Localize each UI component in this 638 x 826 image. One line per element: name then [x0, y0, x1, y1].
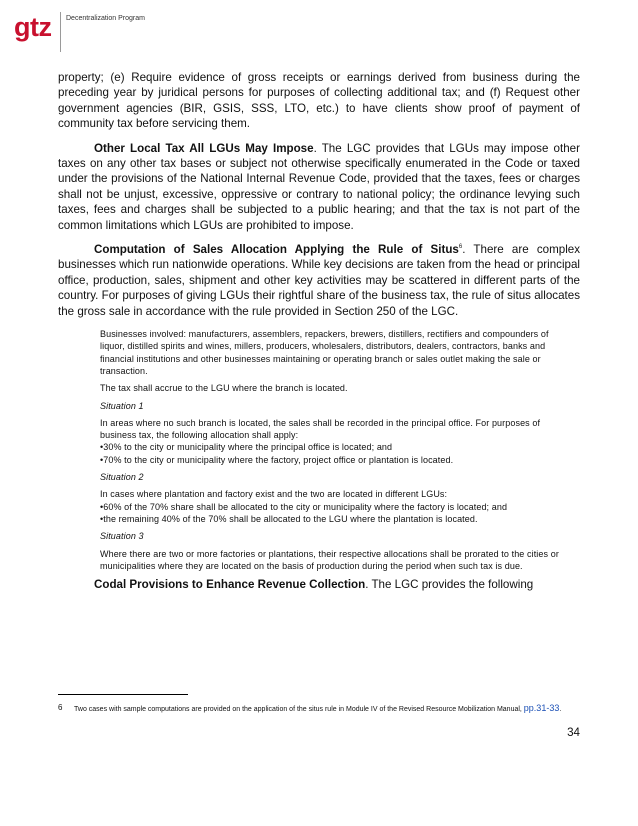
gtz-logo: gtz — [14, 12, 52, 42]
situation-2-body — [100, 488, 560, 525]
footnote — [58, 702, 580, 716]
heading-codal-provisions: Codal Provisions to Enhance Revenue Collection — [94, 578, 366, 592]
page-number: 34 — [567, 726, 580, 739]
text-rule-of-situs: . There are complex businesses which run nationwide operations. While key decisions are taken from the head or principal office, production, sales, shipment and other key activities may be scattered in different parts of the country. For purposes of giving LGUs their rightful share of the business tax, the rule of situs allocates the gross sale in accordance with the rule provided in Section 250 of the LGC. — [58, 243, 581, 318]
tax-accrual: The tax shall accrue to the LGU where the branch is located. — [100, 383, 348, 394]
program-name: Decentralization Program — [66, 15, 145, 22]
paragraph-other-local-tax — [58, 141, 580, 233]
footnote-ref[interactable]: 6 — [458, 244, 463, 251]
situation-2-bullet-2: •the remaining 40% of the 70% shall be allocated to the LGU where the plantation is located. — [100, 513, 478, 524]
footnote-divider — [58, 694, 188, 695]
situation-2-bullet-1: •60% of the 70% share shall be allocated to the city or municipality where the factory is located; and — [100, 501, 508, 512]
document-header — [14, 8, 214, 52]
footnote-end: . — [559, 706, 562, 713]
paragraph-community-tax: property; (e) Require evidence of gross receipts or earnings derived from business during the preceding year by juridical persons for purposes of collecting additional tax; and (f) Request other government agencies (BIR, GSIS, SSS, LTO, etc.) to have clients show proof of payment of community tax before servicing them. — [58, 71, 580, 131]
footnote-body — [74, 702, 580, 716]
situation-1-bullet-1: •30% to the city or municipality where the principal office is located; and — [100, 442, 393, 453]
document-body — [58, 70, 580, 602]
logo-divider — [60, 12, 61, 52]
businesses-involved: Businesses involved: manufacturers, assemblers, repackers, brewers, distillers, rectifiers and compounders of liquor, distilled spirits and wines, millers, producers, wholesalers, distributors, dealers, contractors, banks and financial institutions and other businesses maintaining or operating branch or sales outlet making the sale or transaction. — [100, 329, 549, 376]
situation-1-title: Situation 1 — [100, 400, 144, 411]
heading-rule-of-situs: Computation of Sales Allocation Applying the Rule of Situs — [94, 243, 459, 257]
paragraph-codal-provisions — [58, 577, 580, 592]
text-codal-provisions: . The LGC provides the following — [365, 578, 534, 592]
footnote-text: Two cases with sample computations are provided on the application of the situs rule in Module IV of the Revised Resource Mobilization Manual, — [74, 706, 524, 713]
situation-3-text: Where there are two or more factories or plantations, their respective allocations shall be prorated to the cities or municipalities where they are located on the basis of production during the period when such tax is due. — [100, 548, 559, 571]
situation-1-text: In areas where no such branch is located, the sales shall be recorded in the principal office. For purposes of business tax, the following allocation shall apply: — [100, 417, 541, 441]
footnote-page-link[interactable]: pp.31-33 — [523, 703, 560, 713]
text-other-local-tax: . The LGC provides that LGUs may impose other taxes on any other tax bases or subject not otherwise specifically enumerated in the Code or taxed under the provisions of the National Internal Revenue Code, provided that the taxes, fees or charges shall not be unjust, excessive, oppressive or contrary to national policy; the ordinance levying such taxes, fees and charges shall be subjected to a public hearing; and that the tax is not part of the common limitations which LGUs are prohibited to impose. — [58, 141, 580, 232]
footnote-number: 6 — [58, 703, 63, 712]
situs-rules-box — [100, 328, 560, 572]
heading-other-local-tax: Other Local Tax All LGUs May Impose — [94, 141, 314, 155]
situation-2-title: Situation 2 — [100, 472, 144, 483]
paragraph-rule-of-situs — [58, 242, 580, 319]
situation-1-bullet-2: •70% to the city or municipality where the factory, project office or plantation is located. — [100, 454, 454, 465]
situation-2-text: In cases where plantation and factory exist and the two are located in different LGUs: — [100, 489, 448, 500]
situation-3-title: Situation 3 — [100, 531, 144, 542]
situation-1-body — [100, 417, 560, 466]
